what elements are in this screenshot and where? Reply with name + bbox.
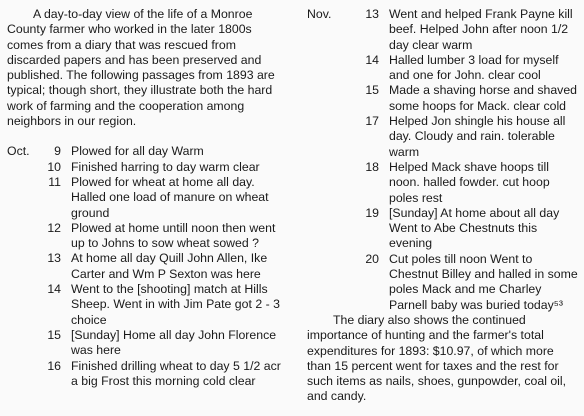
entry-day: 10 xyxy=(47,159,61,174)
diary-entry xyxy=(7,221,281,252)
diary-entry xyxy=(7,328,281,359)
entry-day: 9 xyxy=(54,144,61,159)
november-diary-entries xyxy=(307,7,579,313)
diary-entry xyxy=(307,53,579,84)
entry-day: 11 xyxy=(48,174,61,189)
entry-day: 14 xyxy=(365,52,379,67)
entry-text: Helped Mack shave hoops till noon. halled fowder. cut hoop poles rest xyxy=(389,159,550,205)
entry-text: [Sunday] At home about all day Went to Abe Chestnuts this evening xyxy=(389,205,560,251)
entry-day: 16 xyxy=(47,358,61,373)
entry-text: Went and helped Frank Payne kill beef. Helped John after noon 1/2 day clear warm xyxy=(389,7,573,52)
entry-month: Oct. xyxy=(7,144,30,159)
entry-month xyxy=(7,175,41,221)
entry-text: Made a shaving horse and shaved some hoops for Mack. clear cold xyxy=(389,83,577,113)
entry-month xyxy=(7,251,41,282)
entry-day: 19 xyxy=(365,205,379,220)
entry-text: Plowed for wheat at home all day. Halled one load of manure on wheat ground xyxy=(71,174,269,220)
diary-entry xyxy=(307,7,579,53)
entry-day: 20 xyxy=(365,251,379,266)
entry-day: 12 xyxy=(47,220,61,235)
left-column xyxy=(7,7,281,389)
diary-entry xyxy=(7,251,281,282)
entry-day: 15 xyxy=(365,83,379,98)
entry-month xyxy=(7,221,41,252)
diary-entry xyxy=(7,175,281,221)
diary-entry xyxy=(7,282,281,328)
right-column xyxy=(307,7,579,405)
diary-entry xyxy=(7,144,281,159)
entry-day: 17 xyxy=(365,114,379,129)
entry-month xyxy=(307,53,357,84)
entry-day: 14 xyxy=(47,282,61,297)
diary-entry xyxy=(307,83,579,114)
entry-text: Plowed for all day Warm xyxy=(71,144,204,159)
entry-text: Went to the [shooting] match at Hills Sheep. Went in with Jim Pate got 2 - 3 choice xyxy=(71,282,280,327)
intro-paragraph: A day-to-day view of the life of a Monroe County farmer who worked in the later 1800s comes from a diary that was rescued from discarded papers and has been preserved and published. The following passages from 1893 are typical; though short, they illustrate both the hard work of farming and the cooperation among neighbors in our region. xyxy=(7,7,275,129)
diary-entry xyxy=(307,252,579,313)
entry-day: 15 xyxy=(47,327,61,342)
entry-text: Finished harring to day warm clear xyxy=(71,159,260,174)
entry-text: Halled lumber 3 load for myself and one for John. clear cool xyxy=(389,52,559,83)
diary-entry xyxy=(307,206,579,252)
entry-day: 13 xyxy=(365,7,379,21)
entry-day: 18 xyxy=(365,159,379,174)
entry-month xyxy=(307,206,357,252)
entry-text: Finished drilling wheat to day 5 1/2 acr a big Frost this morning cold clear xyxy=(71,358,281,388)
entry-month xyxy=(307,160,357,206)
entry-month xyxy=(307,114,357,160)
entry-month xyxy=(307,83,357,114)
entry-month xyxy=(7,282,41,328)
diary-entry xyxy=(7,160,281,175)
entry-text: Cut poles till noon Went to Chestnut Billey and halled in some poles Mack and me Charley Parnell baby was buried today⁵³ xyxy=(389,251,578,312)
entry-month xyxy=(7,160,41,175)
entry-month: Nov. xyxy=(307,7,332,21)
diary-entry xyxy=(7,359,281,390)
entry-text: [Sunday] Home all day John Florence was here xyxy=(71,327,277,358)
entry-text: Plowed at home untill noon then went up to Johns to sow wheat sowed ? xyxy=(71,220,276,251)
entry-month xyxy=(7,359,41,390)
entry-month xyxy=(7,328,41,359)
closing-paragraph: The diary also shows the continued importance of hunting and the farmer's total expenditures for 1893: $10.97, of which more than 15 percent went for taxes and the rest for such items as nails, shoes, gunpowder, coal oil, and candy. xyxy=(307,312,567,404)
entry-day: 13 xyxy=(47,251,61,266)
diary-entry xyxy=(307,114,579,160)
entry-text: Helped Jon shingle his house all day. Cloudy and rain. tolerable warm xyxy=(389,114,566,159)
diary-entry xyxy=(307,160,579,206)
entry-text: At home all day Quill John Allen, Ike Carter and Wm P Sexton was here xyxy=(71,251,268,281)
entry-month xyxy=(307,252,357,313)
october-diary-entries xyxy=(7,144,281,389)
